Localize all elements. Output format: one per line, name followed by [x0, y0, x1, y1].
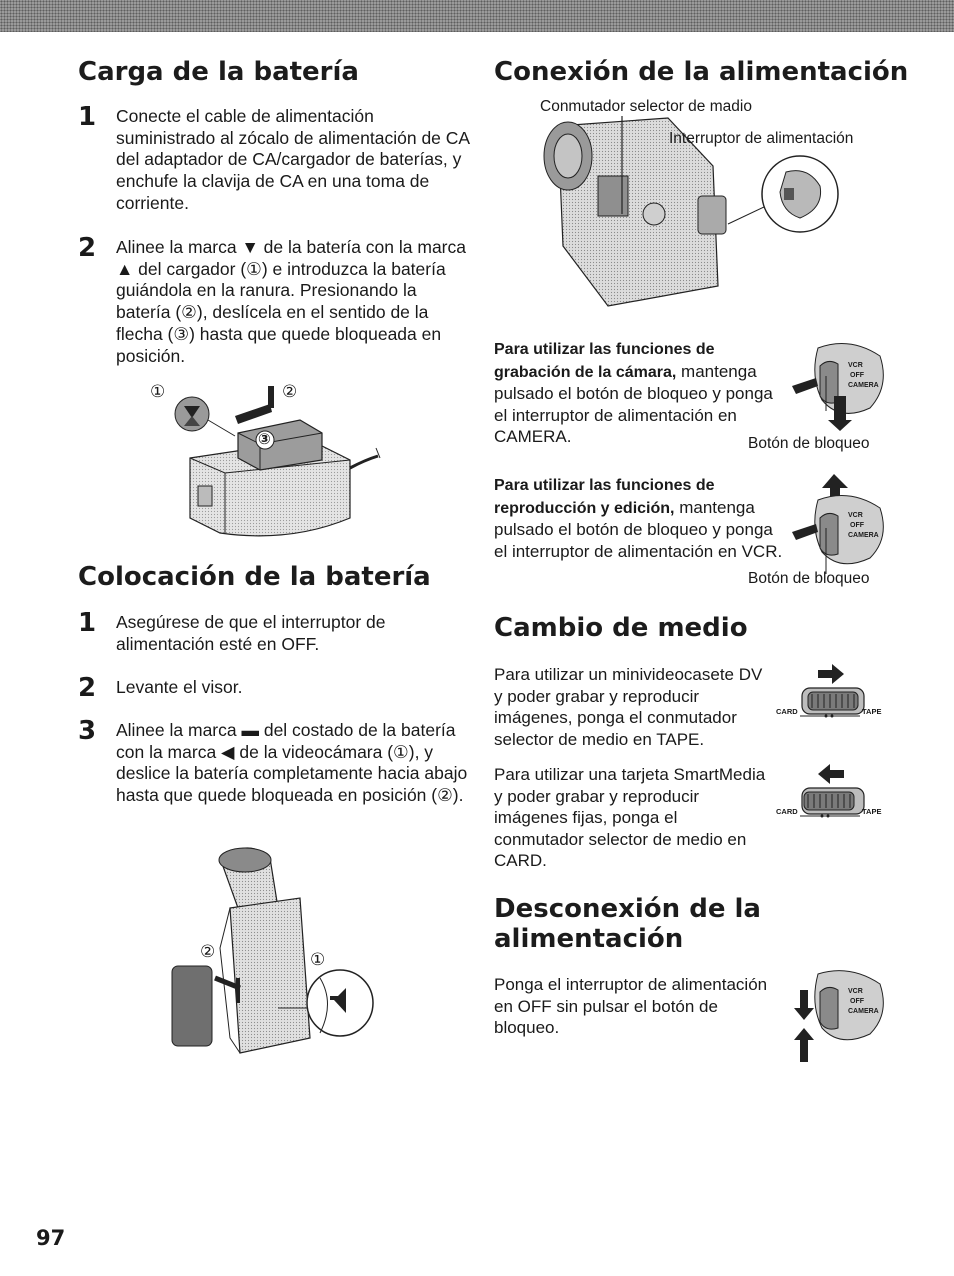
top-decorative-band	[0, 0, 954, 32]
step-text: Levante el visor.	[116, 677, 243, 697]
step-number: 3	[78, 716, 97, 746]
step-number: 2	[78, 233, 97, 263]
figure-label: ③	[258, 431, 271, 448]
figure-label: ②	[200, 942, 216, 961]
dial-label-off: OFF	[850, 522, 864, 529]
heading-colocacion-bateria: Colocación de la batería	[78, 562, 431, 592]
desconexion-paragraph: Ponga el interruptor de alimentación en OFF sin pulsar el botón de bloqueo.	[494, 975, 768, 1037]
step-text: Asegúrese de que el interruptor de alimentación esté en OFF.	[116, 612, 386, 654]
heading-desconexion-alimentacion: Desconexión de la alimentación	[494, 894, 761, 954]
camera-mode-paragraph	[494, 338, 784, 448]
vcr-mode-heading: Para utilizar las funciones de reproducción y edición,	[494, 477, 715, 517]
heading-conexion-alimentacion: Conexión de la alimentación	[494, 57, 909, 87]
dial-label-camera: CAMERA	[848, 382, 879, 389]
camera-mode-text: mantenga pulsado el botón de bloqueo y ponga el interruptor de alimentación en CAMERA.	[494, 361, 773, 446]
heading-carga-bateria: Carga de la batería	[78, 57, 359, 87]
camera-lock-caption: Botón de bloqueo	[748, 435, 870, 452]
charger-illustration	[150, 378, 400, 543]
camera-mode-heading: Para utilizar las funciones de grabación de la cámara,	[494, 341, 715, 381]
dial-label-vcr: VCR	[848, 362, 863, 369]
heading-cambio-medio: Cambio de medio	[494, 613, 748, 643]
vcr-mode-paragraph	[494, 474, 784, 562]
switch-label-card: CARD	[776, 707, 798, 716]
vcr-mode-text: mantenga pulsado el botón de bloqueo y ponga el interruptor de alimentación en VCR.	[494, 497, 783, 561]
dial-label-off: OFF	[850, 372, 864, 379]
dial-label-camera: CAMERA	[848, 532, 879, 539]
camera-dial-illustration	[790, 336, 890, 431]
step-number: 2	[78, 673, 97, 703]
step-text: Alinee la marca ▼ de la batería con la marca ▲ del cargador (①) e introduzca la batería guiándola en la ranura. Presionando la batería (②), deslícela en el sentido de la flecha (③) hasta que quede bloqueada en posición.	[116, 237, 466, 366]
dial-label-vcr: VCR	[848, 512, 863, 519]
switch-label-card: CARD	[776, 807, 798, 816]
vcr-lock-caption: Botón de bloqueo	[748, 570, 870, 587]
media-switch-tape-illustration	[776, 662, 886, 724]
figure-label: ②	[282, 382, 298, 401]
media-switch-card-illustration	[776, 760, 886, 824]
dial-label-camera: CAMERA	[848, 1008, 879, 1015]
switch-label-tape: TAPE	[862, 807, 882, 816]
step-text: Alinee la marca ▬ del costado de la batería con la marca ◀ de la videocámara (①), y deslice la batería completamente hacia abajo hasta que quede bloqueada en posición (②).	[116, 720, 468, 806]
label-power-switch: Interruptor de alimentación	[669, 130, 854, 147]
figure-label: ①	[310, 950, 326, 969]
tape-mode-paragraph: Para utilizar un minivideocasete DV y poder grabar y reproducir imágenes, ponga el conmutador selector de medio en TAPE.	[494, 665, 763, 749]
dial-label-vcr: VCR	[848, 988, 863, 995]
step-number: 1	[78, 608, 97, 638]
card-mode-paragraph: Para utilizar una tarjeta SmartMedia y poder grabar y reproducir imágenes fijas, ponga el conmutador selector de medio en CARD.	[494, 765, 766, 870]
off-dial-illustration	[790, 968, 890, 1063]
dial-label-off: OFF	[850, 998, 864, 1005]
camcorder-controls-illustration	[538, 96, 883, 321]
step-number: 1	[78, 102, 97, 132]
vcr-dial-illustration	[790, 474, 890, 574]
figure-label: ①	[150, 382, 166, 401]
battery-attach-illustration	[160, 838, 390, 1063]
page-number: 97	[36, 1226, 66, 1250]
step-text: Conecte el cable de alimentación suministrado al zócalo de alimentación de CA del adaptador de CA/cargador de baterías, y enchufe la clavija de CA en una toma de corriente.	[116, 106, 470, 213]
switch-label-tape: TAPE	[862, 707, 882, 716]
label-media-switch: Conmutador selector de madio	[540, 98, 752, 115]
